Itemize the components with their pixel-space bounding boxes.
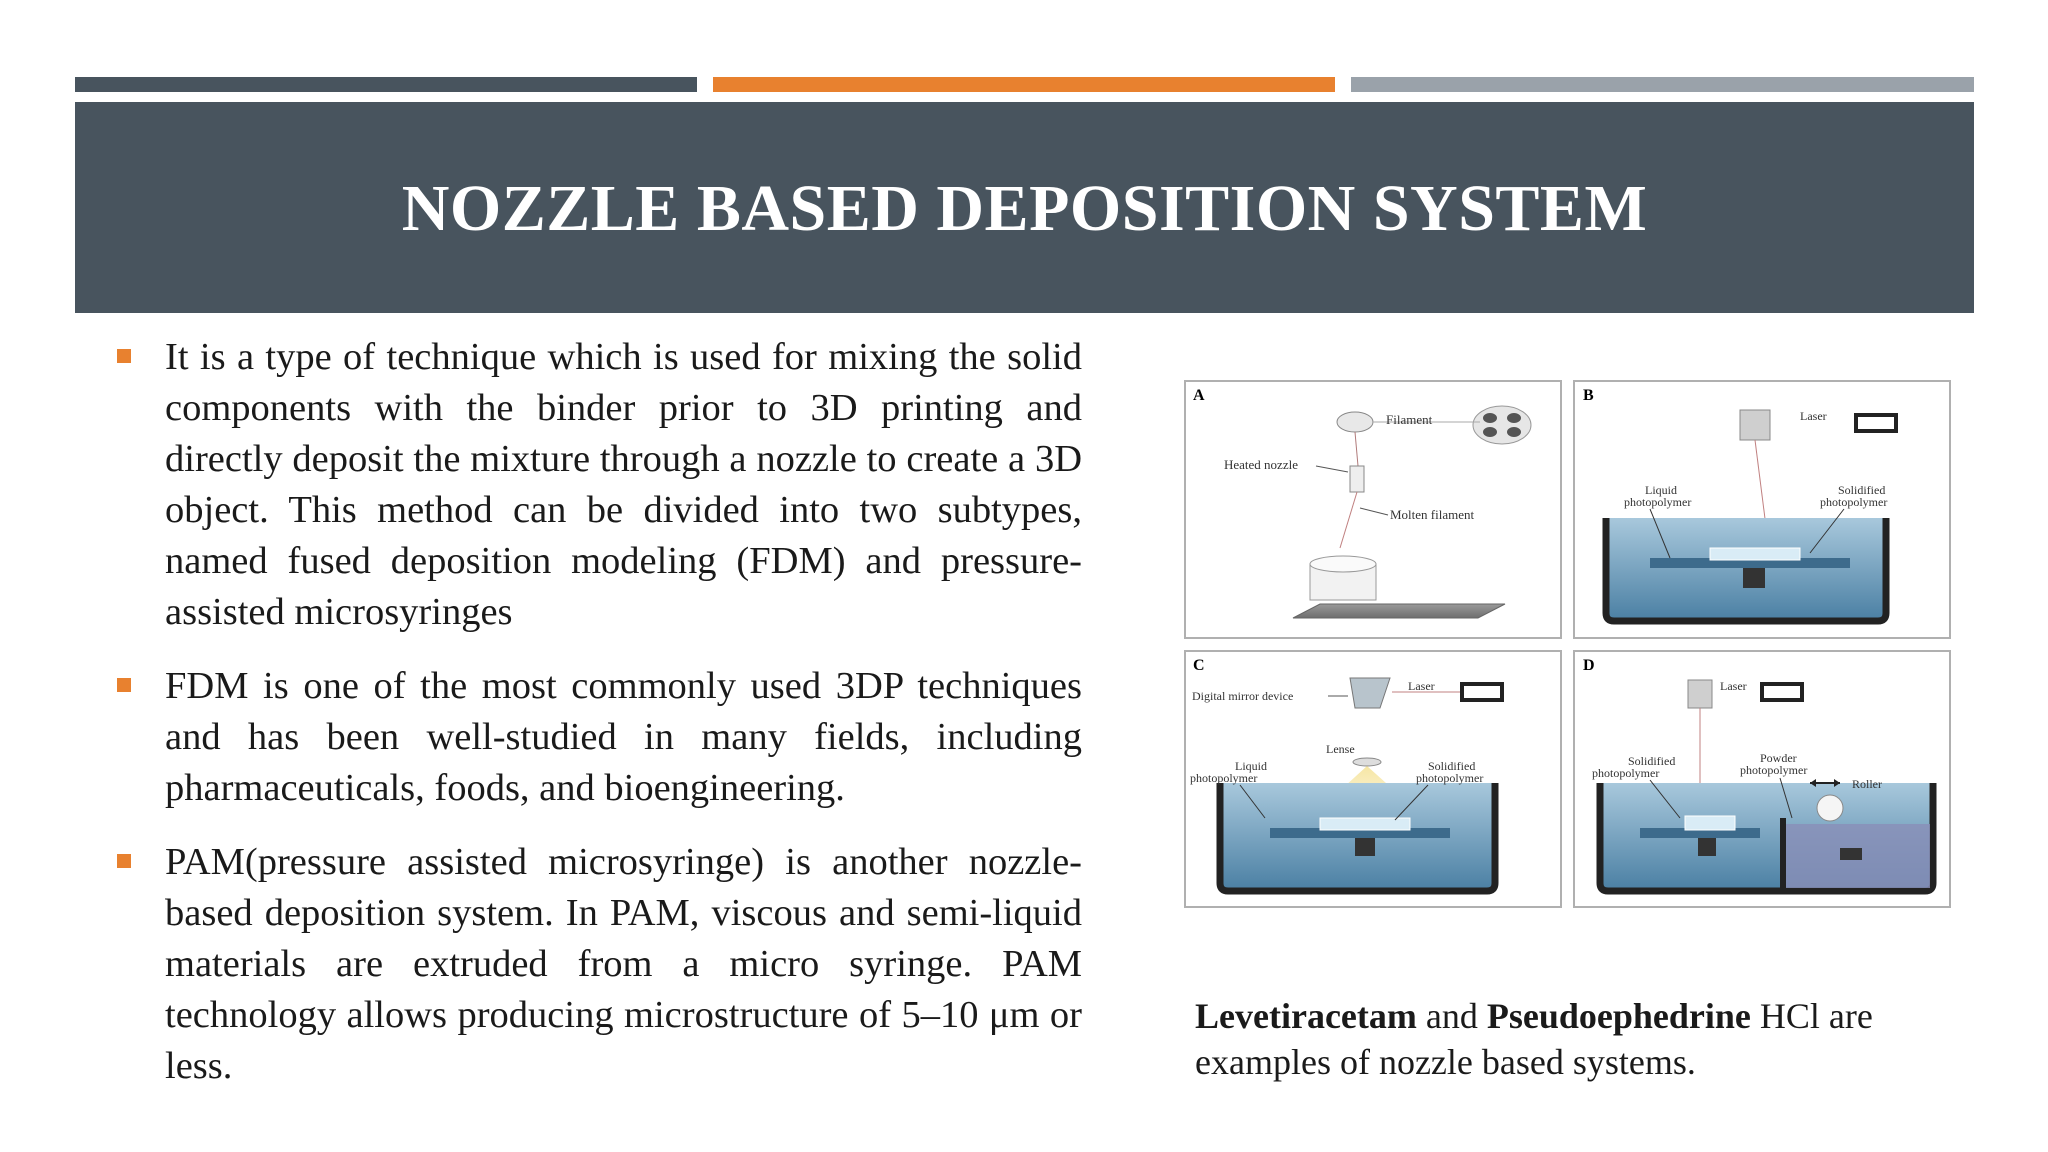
bullet-item: FDM is one of the most commonly used 3DP techniques and has been well-studied in many fields, including pharmaceuticals, foods, and bioengineering. [115,661,1082,814]
label-lense: Lense [1326,742,1355,756]
caption-drug-1: Levetiracetam [1195,996,1417,1036]
label-solidified: Solidified [1428,759,1476,773]
accent-bar-dark [75,77,697,92]
bullet-item: It is a type of technique which is used for mixing the solid components with the binder prior to 3D printing and directly deposit the mixture through a nozzle to create a 3D object. This method can be divided into two subtypes, named fused deposition modeling (FDM) and pressure-assisted microsyringes [115,332,1082,638]
slide-title: NOZZLE BASED DEPOSITION SYSTEM [401,171,1648,245]
panel-letter: C [1193,657,1205,674]
figure-caption [1195,993,1955,1085]
label-laser: Laser [1408,679,1435,693]
label-laser: Laser [1800,409,1827,423]
label-liquid: Liquid [1645,483,1677,497]
label-filament: Filament [1386,412,1433,427]
label-heated-nozzle: Heated nozzle [1224,457,1298,472]
accent-bar-orange [713,77,1335,92]
label-photopolymer: photopolymer [1190,771,1258,785]
panel-d-powder [1574,651,1950,907]
label-laser: Laser [1720,679,1747,693]
panel-b-sla [1574,381,1950,638]
label-liquid: Liquid [1235,759,1267,773]
label-roller: Roller [1852,777,1882,791]
panel-a-fdm [1185,381,1561,638]
label-photopolymer: photopolymer [1416,771,1484,785]
caption-joiner: and [1416,996,1487,1036]
panel-letter: A [1193,387,1205,404]
printing-methods-figure [1180,378,1954,910]
label-digital-mirror-device: Digital mirror device [1192,689,1294,703]
label-photopolymer: photopolymer [1820,495,1888,509]
filament-spool-icon [1473,406,1531,444]
label-photopolymer: photopolymer [1592,766,1660,780]
label-molten-filament: Molten filament [1390,507,1475,522]
label-photopolymer: photopolymer [1624,495,1692,509]
bullet-item: PAM(pressure assisted microsyringe) is another nozzle-based deposition system. In PAM, viscous and semi-liquid materials are extruded from a micro syringe. PAM technology allows producing microstructure of 5–10 μm or less. [115,837,1082,1092]
label-solidified: Solidified [1838,483,1886,497]
bullet-list [115,332,1082,1115]
caption-rest: HCl are examples of nozzle based systems. [1195,996,1873,1082]
label-powder: Powder [1760,751,1797,765]
panel-letter: B [1583,387,1594,404]
label-photopolymer: photopolymer [1740,763,1808,777]
caption-drug-2: Pseudoephedrine [1486,996,1751,1036]
panel-letter: D [1583,657,1595,674]
title-band [75,102,1974,313]
label-solidified: Solidified [1628,754,1676,768]
panel-c-dlp [1185,651,1561,907]
accent-bar-gray [1351,77,1974,92]
